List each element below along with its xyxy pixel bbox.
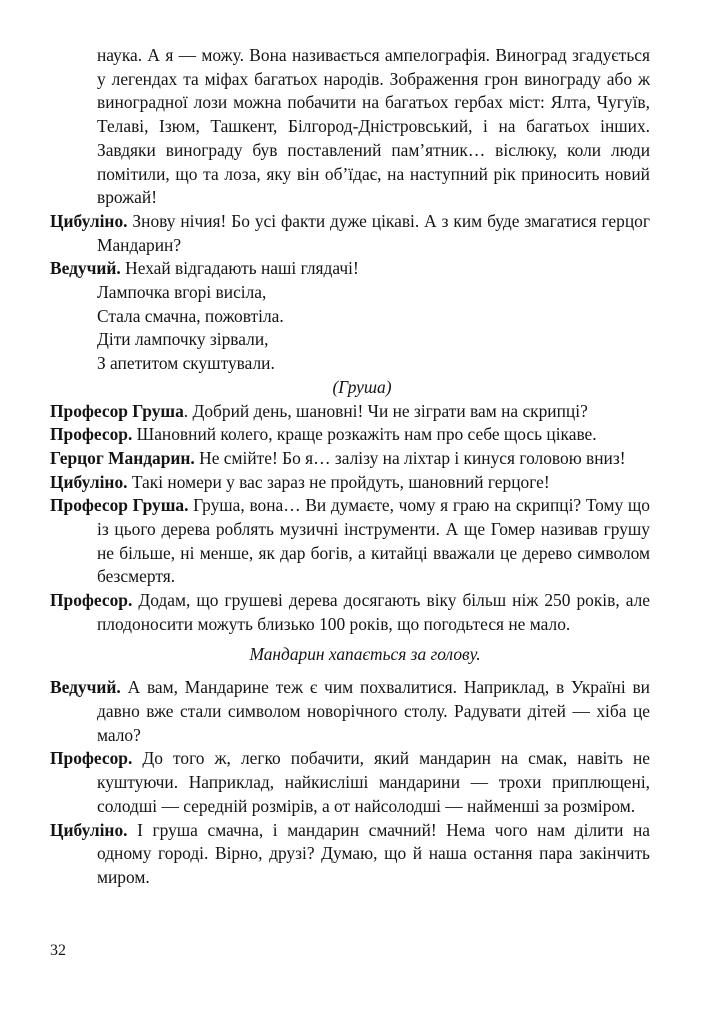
- page-number: 32: [50, 942, 66, 959]
- speech-text: І груша смачна, і мандарин смачний! Нема чого нам ділити на одному городі. Вірно, друзі? Думаю, що й наша остання пара закінчить миром.: [97, 819, 650, 887]
- dialogue-line: [50, 471, 650, 495]
- dialogue-line: [50, 257, 650, 281]
- dialogue-line: [50, 676, 650, 747]
- speaker-name: Професор Груша.: [50, 495, 189, 516]
- riddle-poem: [50, 281, 650, 376]
- speaker-name: Професор Груша: [50, 400, 184, 421]
- speaker-name: Цибуліно.: [50, 210, 128, 231]
- speaker-name: Цибуліно.: [50, 471, 128, 492]
- continued-paragraph: [50, 44, 650, 210]
- speaker-name: Професор.: [50, 590, 133, 611]
- speaker-name: Ведучий.: [50, 258, 121, 279]
- speaker-name: Герцог Мандарин.: [50, 447, 195, 468]
- speech-text: Нехай відгадають наші глядачі!: [125, 258, 359, 279]
- stage-direction: (Груша): [332, 376, 392, 397]
- poem-line: З апетитом скуштували.: [97, 353, 275, 374]
- dialogue-line: [50, 494, 650, 589]
- page-text: [50, 44, 650, 890]
- dialogue-line: [50, 400, 650, 424]
- poem-line: Лампочка вгорі висіла,: [97, 282, 267, 303]
- speaker-name: Цибуліно.: [50, 819, 128, 840]
- speech-text: . Добрий день, шановні! Чи не зіграти вам на скрипці?: [183, 400, 588, 421]
- speaker-name: Професор.: [50, 748, 133, 769]
- speech-text: А вам, Мандарине теж є чим похвалитися. Наприклад, в Україні ви давно вже стали символом новорічного столу. Радувати дітей — хіба це мало?: [97, 677, 650, 745]
- poem-line: Діти лампочку зірвали,: [97, 329, 269, 350]
- dialogue-line: [50, 447, 650, 471]
- speech-text: Шановний колего, краще розкажіть нам про себе щось цікаве.: [136, 424, 597, 445]
- speech-text: До того ж, легко побачити, який мандарин на смак, навіть не куштуючи. Наприклад, найкисліші мандарини — трохи приплющені, солодші — середній розмірів, а от найсолодші — найменші за розміром.: [97, 748, 650, 816]
- speech-text: Груша, вона… Ви думаєте, чому я граю на скрипці? Тому що із цього дерева роблять музичні інструменти. А ще Гомер називав грушу не більше, ні менше, як дар богів, а китайці вважали це дерево символом безсмертя.: [97, 495, 650, 587]
- poem-line: Стала смачна, пожовтіла.: [97, 305, 284, 326]
- dialogue-line: [50, 819, 650, 890]
- speech-text: Не смійте! Бо я… залізу на ліхтар і кинуся головою вниз!: [199, 447, 626, 468]
- stage-direction: Мандарин хапається за голову.: [249, 643, 481, 664]
- speech-text: Додам, що грушеві дерева досягають віку більш ніж 250 років, але плодоносити можуть близько 100 років, що погодьтеся не мало.: [97, 590, 650, 634]
- speech-text: Знову нічия! Бо усі факти дуже цікаві. А з ким буде змагатися герцог Мандарин?: [97, 210, 650, 255]
- paragraph-text: наука. А я — можу. Вона називається ампелографія. Виноград згадується у легендах та міфах багатьох народів. Зображення грон винограду або ж виноградної лози можна побачити на багатьох гербах міст: Ялта, Чугуїв, Телаві, Ізюм, Ташкент, Білгород-Дністровський, і на багатьох інших. Завдяки винограду був поставлений пам’ятник… віслюку, коли люди помітили, що та лоза, яку він об’їдає, на наступний рік приносить новий врожай!: [97, 45, 650, 208]
- dialogue-line: [50, 747, 650, 818]
- dialogue-line: [50, 423, 650, 447]
- speech-text: Такі номери у вас зараз не пройдуть, шановний герцоге!: [131, 471, 550, 492]
- dialogue-line: [50, 210, 650, 257]
- speaker-name: Професор.: [50, 424, 133, 445]
- dialogue-line: [50, 589, 650, 636]
- speaker-name: Ведучий.: [50, 677, 121, 698]
